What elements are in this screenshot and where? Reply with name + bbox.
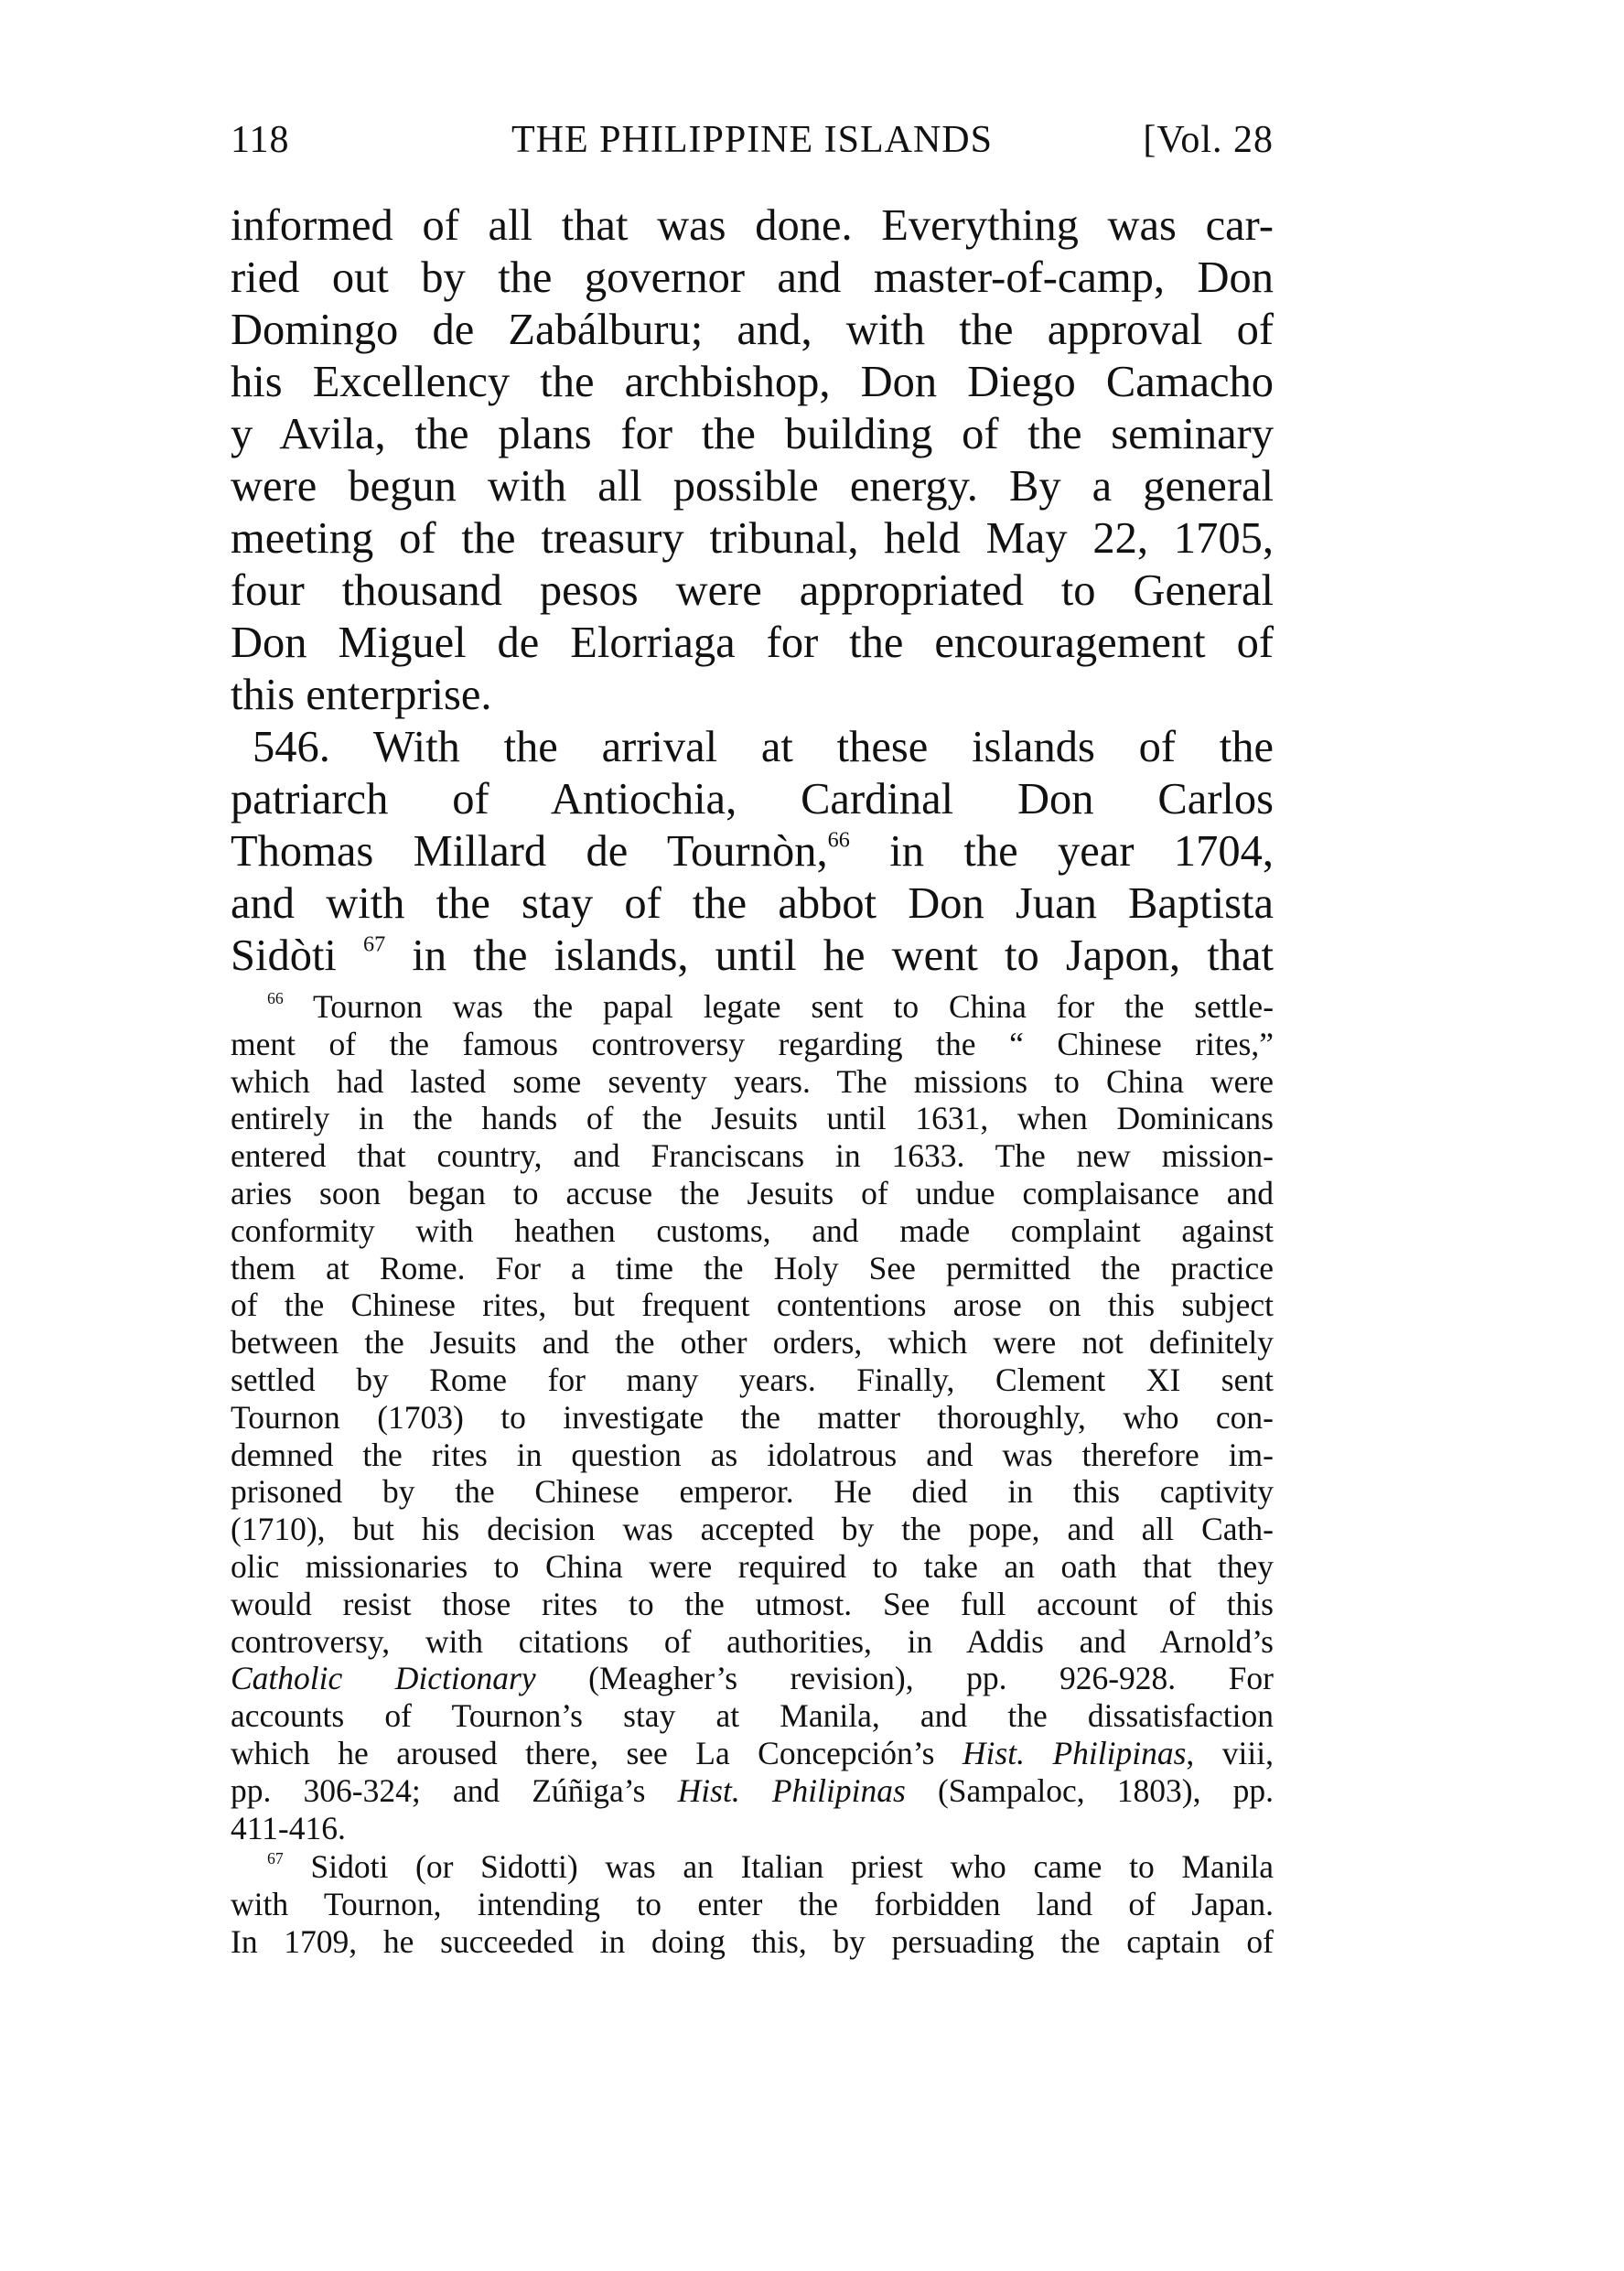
footnote-line: would resist those rites to the utmost. See full account of this <box>231 1585 1274 1622</box>
text-line: meeting of the treasury tribunal, held May 22, 1705, <box>231 514 1274 563</box>
footnote-line: of the Chinese rites, but frequent contentions arose on this subject <box>231 1286 1274 1324</box>
text-line <box>231 930 1274 982</box>
footnote-line: aries soon began to accuse the Jesuits of undue complaisance and <box>231 1174 1274 1211</box>
running-title: THE PHILIPPINE ISLANDS <box>511 119 993 161</box>
footnote-line: entirely in the hands of the Jesuits until 1631, when Dominicans <box>231 1100 1274 1137</box>
footnote-marker: 66 <box>267 988 284 1007</box>
footnote-line: entered that country, and Franciscans in 1633. The new mission- <box>231 1137 1274 1175</box>
footnote-line: ment of the famous controversy regarding the “ Chinese rites,” <box>231 1025 1274 1062</box>
text-line: ried out by the governor and master-of-camp, Don <box>231 253 1274 302</box>
footnote-line: settled by Rome for many years. Finally, Clement XI sent <box>231 1361 1274 1398</box>
text-segment: Tournon was the papal legate sent to China for the settle- <box>313 988 1274 1025</box>
text-line: 546. With the arrival at these islands of the <box>253 723 1274 771</box>
text-segment: which he aroused there, see La Concepción’s <box>231 1734 963 1771</box>
text-line: were begun with all possible energy. By a general <box>231 462 1274 511</box>
footnote-ref-67[interactable]: 67 <box>363 931 386 957</box>
footnote-line <box>231 1772 1274 1810</box>
footnote-67 <box>231 1848 1274 1960</box>
text-segment: (Meagher’s revision), pp. 926-928. For <box>535 1660 1274 1697</box>
footnote-line: Tournon (1703) to investigate the matter thoroughly, who con- <box>231 1398 1274 1436</box>
book-title: Hist. Philipinas <box>962 1734 1187 1771</box>
text-segment: Sidòti <box>231 931 337 980</box>
text-line <box>231 825 1274 877</box>
footnote-line: (1710), but his decision was accepted by the pope, and all Cath- <box>231 1511 1274 1548</box>
footnote-line: prisoned by the Chinese emperor. He died in this captivity <box>231 1473 1274 1511</box>
footnote-line <box>231 1848 1274 1886</box>
footnote-line: with Tournon, intending to enter the forbidden land of Japan. <box>231 1886 1274 1923</box>
footnote-66 <box>231 988 1274 1846</box>
footnote-line <box>231 1735 1274 1772</box>
text-line: Domingo de Zabálburu; and, with the approval of <box>231 306 1274 354</box>
text-line: this enterprise. <box>231 671 492 719</box>
footnote-line: between the Jesuits and the other orders, which were not definitely <box>231 1324 1274 1362</box>
footnote-line: demned the rites in question as idolatrous and was therefore im- <box>231 1436 1274 1473</box>
text-segment: pp. 306-324; and Zúñiga’s <box>231 1771 678 1809</box>
text-line: his Excellency the archbishop, Don Diego Camacho <box>231 358 1274 406</box>
volume-label: [Vol. 28 <box>1143 119 1274 161</box>
footnote-line: controversy, with citations of authorities, in Addis and Arnold’s <box>231 1622 1274 1660</box>
footnote-marker: 67 <box>267 1849 284 1868</box>
text-segment: in the islands, until he went to Japon, that <box>385 931 1274 980</box>
footnote-line: accounts of Tournon’s stay at Manila, and the dissatisfaction <box>231 1697 1274 1735</box>
footnotes <box>231 988 1274 1961</box>
running-header <box>231 108 1274 172</box>
footnote-line: which had lasted some seventy years. The missions to China were <box>231 1062 1274 1100</box>
text-segment: Thomas Millard de Tournòn, <box>231 827 828 876</box>
text-line: y Avila, the plans for the building of the seminary <box>231 410 1274 458</box>
book-title: Catholic Dictionary <box>231 1660 536 1697</box>
page-number: 118 <box>231 119 290 161</box>
text-line: four thousand pesos were appropriated to General <box>231 566 1274 615</box>
footnote-line: olic missionaries to China were required to take an oath that they <box>231 1547 1274 1585</box>
main-text <box>231 199 1274 982</box>
text-segment: Sidoti (or Sidotti) was an Italian priest who came to Manila <box>310 1848 1274 1886</box>
text-line: patriarch of Antiochia, Cardinal Don Carlos <box>231 775 1274 823</box>
text-line: and with the stay of the abbot Don Juan Baptista <box>231 879 1274 928</box>
footnote-line: 411-416. <box>231 1809 346 1846</box>
footnote-line: them at Rome. For a time the Holy See permitted the practice <box>231 1249 1274 1286</box>
footnote-line <box>231 988 1274 1026</box>
footnote-line <box>231 1660 1274 1697</box>
text-segment: (Sampaloc, 1803), pp. <box>905 1771 1274 1809</box>
footnote-line: conformity with heathen customs, and made complaint against <box>231 1211 1274 1249</box>
text-line: informed of all that was done. Everything was car- <box>231 201 1274 250</box>
book-title: Hist. Philipinas <box>677 1771 906 1809</box>
footnote-line: In 1709, he succeeded in doing this, by persuading the captain of <box>231 1922 1274 1960</box>
footnote-ref-66[interactable]: 66 <box>827 827 850 853</box>
text-segment: , viii, <box>1186 1734 1274 1771</box>
text-segment: in the year 1704, <box>849 827 1274 876</box>
text-line: Don Miguel de Elorriaga for the encouragement of <box>231 619 1274 667</box>
